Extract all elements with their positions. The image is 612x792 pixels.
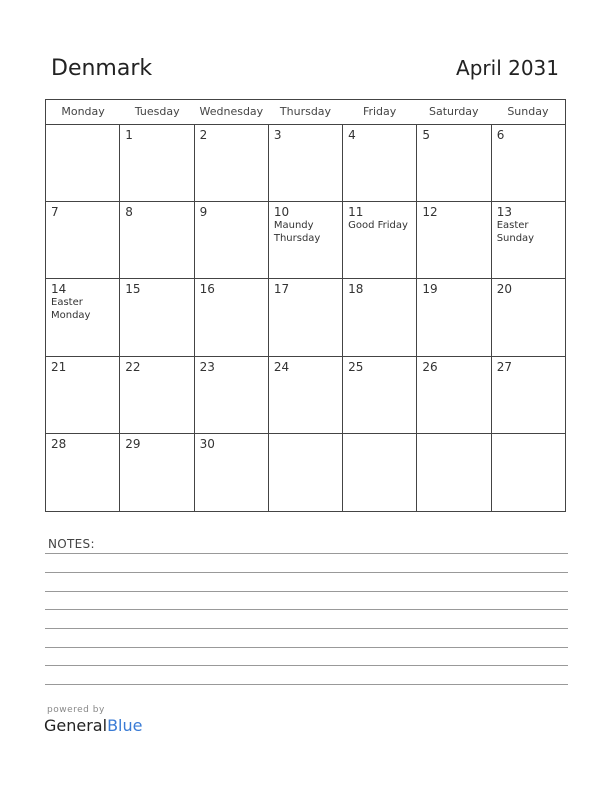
- holiday-label: Sunday: [496, 233, 535, 245]
- day-cell: [417, 357, 491, 433]
- day-cell: [343, 202, 417, 278]
- day-number: 7: [51, 205, 59, 220]
- day-number: 4: [348, 128, 356, 142]
- day-cell: [120, 125, 194, 201]
- calendar-week: [46, 279, 565, 356]
- notes-line: [45, 609, 568, 610]
- powered-by-text: powered by: [47, 705, 105, 715]
- day-cell: [120, 279, 194, 355]
- day-cell: [343, 279, 417, 355]
- day-cell: [492, 279, 565, 355]
- day-cell: [195, 202, 269, 278]
- weekday-sunday: Sunday: [507, 105, 549, 118]
- day-cell: [269, 279, 343, 355]
- day-number: 24: [273, 359, 290, 374]
- day-cell: [343, 357, 417, 433]
- notes-line: [45, 647, 568, 648]
- day-cell: [120, 434, 194, 511]
- notes-line: [45, 591, 568, 592]
- holiday-label: Maundy: [273, 220, 314, 232]
- weekday-header: [46, 100, 565, 125]
- day-number: 21: [51, 359, 67, 374]
- day-number: 9: [199, 205, 208, 220]
- day-cell: [417, 279, 491, 355]
- calendar-grid: [45, 99, 566, 512]
- holiday-label: Easter: [496, 220, 529, 232]
- day-number: 2: [199, 128, 208, 142]
- day-cell: [269, 434, 343, 511]
- day-cell: [269, 125, 343, 201]
- day-number: 27: [496, 359, 512, 374]
- day-cell: [343, 434, 417, 511]
- holiday-label: Easter: [51, 297, 83, 309]
- day-cell: [195, 357, 269, 433]
- day-number: 1: [125, 128, 133, 142]
- day-number: 8: [125, 205, 133, 220]
- day-number: 20: [496, 282, 512, 297]
- day-number: 13: [496, 205, 512, 220]
- day-number: 30: [199, 436, 215, 451]
- day-cell: [343, 125, 417, 201]
- notes-line: [45, 684, 568, 685]
- brand-blue: Blue: [107, 716, 143, 735]
- day-number: 29: [125, 436, 141, 451]
- day-cell: [492, 434, 565, 511]
- day-cell: [46, 434, 120, 511]
- day-number: 15: [125, 282, 141, 297]
- holiday-label: Monday: [51, 310, 91, 322]
- notes-line: [45, 665, 568, 666]
- day-cell: [269, 202, 343, 278]
- notes-line: [45, 628, 568, 629]
- weekday-wednesday: Wednesday: [199, 105, 264, 118]
- month-year-title: April 2031: [456, 56, 559, 80]
- calendar-weeks: [46, 125, 565, 511]
- day-cell: [492, 125, 565, 201]
- day-number: 23: [199, 359, 215, 374]
- day-number: 3: [273, 128, 282, 142]
- notes-label: NOTES:: [48, 537, 95, 551]
- day-cell: [46, 279, 120, 355]
- weekday-monday: Monday: [61, 105, 105, 118]
- day-number: 10: [273, 205, 290, 220]
- day-cell: [46, 125, 120, 201]
- holiday-label: Thursday: [273, 233, 321, 245]
- day-number: 11: [348, 205, 364, 220]
- weekday-thursday: Thursday: [279, 105, 332, 118]
- brand-general: General: [44, 716, 108, 735]
- day-cell: [120, 202, 194, 278]
- country-title: Denmark: [51, 56, 153, 81]
- day-number: 22: [125, 359, 141, 374]
- day-cell: [417, 202, 491, 278]
- day-number: 14: [51, 282, 67, 297]
- calendar-week: [46, 357, 565, 434]
- day-number: 28: [51, 436, 67, 451]
- weekday-friday: Friday: [362, 105, 397, 118]
- day-cell: [195, 279, 269, 355]
- day-cell: [269, 357, 343, 433]
- weekday-tuesday: Tuesday: [134, 105, 180, 118]
- day-number: 26: [422, 359, 438, 374]
- day-number: 25: [348, 359, 364, 374]
- brand-logo: [44, 716, 142, 735]
- day-cell: [195, 125, 269, 201]
- day-number: 12: [422, 205, 438, 220]
- day-number: 16: [199, 282, 215, 297]
- day-number: 17: [273, 282, 290, 297]
- day-number: 19: [422, 282, 438, 297]
- day-number: 5: [422, 128, 431, 142]
- day-cell: [195, 434, 269, 511]
- day-cell: [46, 357, 120, 433]
- day-cell: [492, 357, 565, 433]
- notes-line: [45, 572, 568, 573]
- day-cell: [46, 202, 120, 278]
- day-cell: [492, 202, 565, 278]
- day-number: 6: [496, 128, 505, 142]
- day-cell: [417, 434, 491, 511]
- calendar-week: [46, 434, 565, 511]
- day-cell: [120, 357, 194, 433]
- holiday-label: Good Friday: [348, 220, 408, 232]
- calendar-week: [46, 125, 565, 202]
- weekday-saturday: Saturday: [428, 105, 479, 118]
- day-cell: [417, 125, 491, 201]
- day-number: 18: [348, 282, 364, 297]
- calendar-week: [46, 202, 565, 279]
- notes-line: [45, 553, 568, 554]
